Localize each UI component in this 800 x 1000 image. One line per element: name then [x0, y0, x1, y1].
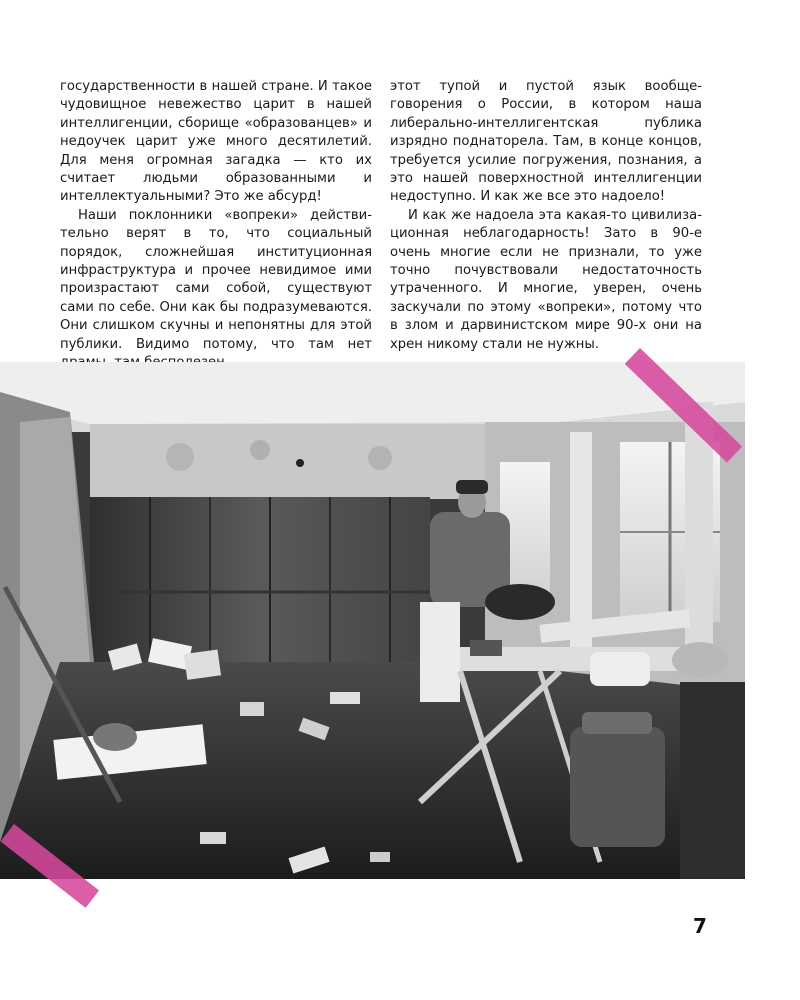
interior-photo — [0, 362, 745, 879]
article-column-left — [60, 78, 372, 373]
article-column-right — [390, 78, 702, 354]
paragraph: государственности в нашей стране. И такое чудовищное невежество царит в нашей интеллигенции, сборище «образованцев» и недоучек царит уже много десятилетий. Для меня огромная загадка — кто их считает людьми образованными и интеллектуальными? Это же абсурд! — [60, 79, 372, 205]
paragraph: И как же надоела эта какая-то цивилизационная неблагодарность! Зато в 90-е очень многие если не признали, то уже точно почувствовали недостаточность утраченного. И многие, уверен, очень заскучали по этому «вопреки», потому что в злом и дарвинистском мире 90-х они на хрен никому стали не нужны. — [390, 207, 702, 352]
paragraph: Наши поклонники «вопреки» действительно верят в то, что социальный порядок, сложнейшая институционная инфраструктура и прочее невидимое ими произрастают сами собой, существуют сами по себе. Они как бы подразумеваются. Они слишком скучны и непонятны для этой публики. Видимо потому, что там нет — [60, 207, 372, 352]
page-number: 7 — [693, 914, 707, 938]
paragraph: этот тупой и пустой язык вообще-говорения о России, в котором наша либерально-интеллигентская публика изрядно поднаторела. Там, в конце концов, требуется усилие погружения, познания, а это нашей поверхностной интеллигенции недоступно. И как же все это надоело! — [390, 79, 702, 205]
